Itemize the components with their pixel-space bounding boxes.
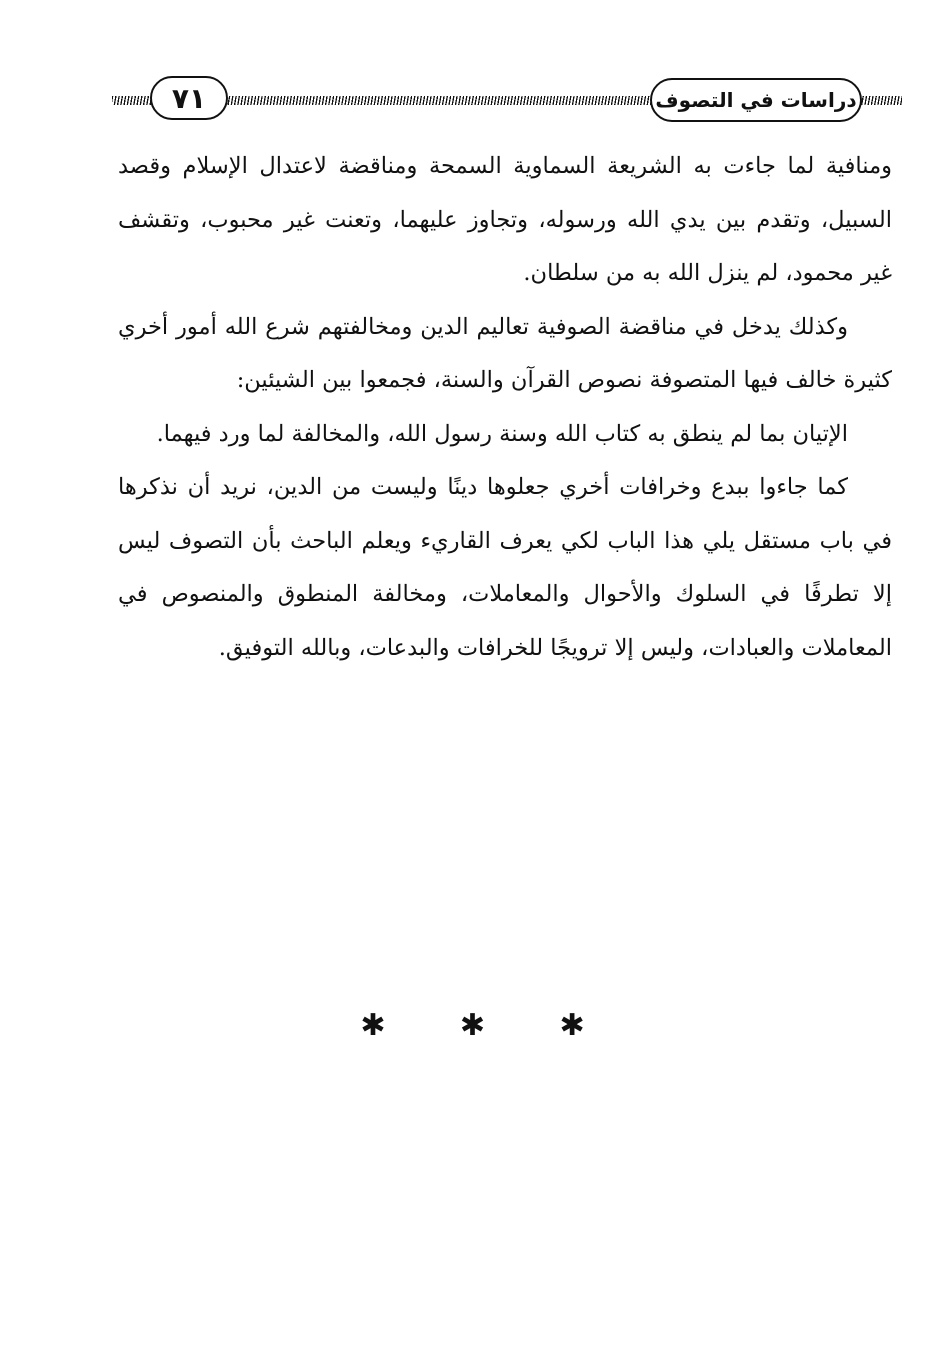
- page-header: [112, 76, 902, 126]
- page-number: ٧١: [150, 76, 228, 120]
- paragraph-4: كما جاءوا ببدع وخرافات أخري جعلوها دينًا وليست من الدين، نريد أن نذكرها في باب مستقل يلي هذا الباب لكي يعرف القاريء ويعلم الباحث بأن التصوف ليس إلا تطرفًا في السلوك والأحوال والمعاملات، ومخالفة المنطوق والمنصوص في المعاملات والعبادات، وليس إلا ترويجًا للخرافات والبدعات، وبالله التوفيق.: [118, 474, 892, 661]
- paragraph-2: وكذلك يدخل في مناقضة الصوفية تعاليم الدين ومخالفتهم شرع الله أمور أخري كثيرة خالف فيها المتصوفة نصوص القرآن والسنة، فجمعوا بين الشيئين:: [118, 313, 892, 393]
- star-icon: ✱: [459, 1008, 486, 1043]
- section-separator: [0, 1008, 945, 1043]
- star-icon: ✱: [559, 1008, 585, 1043]
- star-icon: ✱: [360, 1008, 386, 1043]
- paragraph-3: الإتيان بما لم ينطق به كتاب الله وسنة رسول الله، والمخالفة لما ورد فيهما.: [156, 420, 848, 447]
- body-text: [118, 140, 892, 675]
- paragraph-1: ومنافية لما جاءت به الشريعة السماوية السمحة ومناقضة لاعتدال الإسلام وقصد السبيل، وتقدم بين يدي الله ورسوله، وتجاوز عليهما، وتعنت غير محبوب، وتقشف غير محمود، لم ينزل الله به من سلطان.: [118, 153, 892, 286]
- book-title: دراسات في التصوف: [650, 78, 862, 122]
